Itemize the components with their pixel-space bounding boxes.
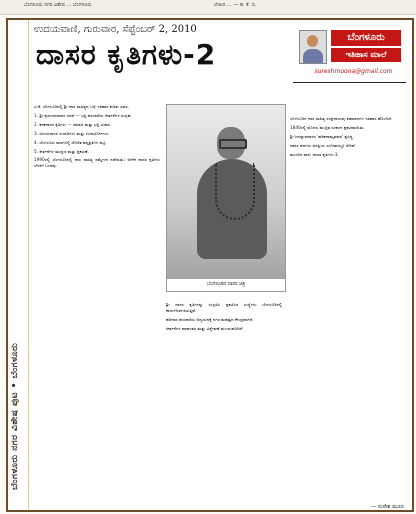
col1-paragraph: 2. ಕನಕದಾಸರ ಕೃತಿಗಳು — ಸಮಾಜ ಮತ್ತು ಭಕ್ತಿ ವಿಚಾರ. [34, 121, 112, 127]
column-logo [293, 24, 406, 96]
col3-paragraph: ದಾಸರ ಪದಗಳು ಜನಪ್ರಿಯ ಸಂಗೀತದಲ್ಲೂ ಸೇರಿವೆ. [290, 142, 357, 148]
col2-paragraph: ಕೀರ್ತನೆಗಳ ಪಾಠಾಂತರ ಮತ್ತು ವಿಶ್ಲೇಷಣೆ ಮುಂದುವರಿದಿದೆ. [166, 325, 244, 331]
author-signature: — ಸುರೇಶ ಮೂನ [370, 504, 404, 510]
col3-paragraph: ಮುಂದಿನ ವಾರ: ದಾಸರ ಕೃತಿಗಳು-3. [290, 151, 339, 157]
photo-caption: ಬೆಂಗಳೂರಿನ ದಾಸರ ಚಿತ್ರ [167, 279, 285, 291]
author-email: sureshmoona@gmail.com [314, 68, 393, 75]
article-column-2 [166, 302, 282, 502]
article-frame [6, 18, 414, 512]
top-strip [0, 0, 416, 15]
logo-divider [293, 82, 406, 83]
col2-paragraph: ಶ್ರೀ ದಾಸರ ಕೃತಿಗಳನ್ನು ಸಂಗ್ರಹಿಸಿ ಪ್ರಕಟಿಸಿದ ಸಂಸ್ಥೆಗಳು ಬೆಂಗಳೂರಿನಲ್ಲಿ ಕಾರ್ಯನಿರ್ವಹಿಸುತ್ತಿವೆ. [166, 302, 282, 313]
col1-paragraph: 1. ಶ್ರೀ ಪುರಂದರದಾಸರ ರಚನೆ — ಭಕ್ತಿ ಪರಂಪರೆಯ ಕೀರ್ತನೆಗಳ ಸಂಗ್ರಹ. [34, 112, 132, 118]
article-photo [166, 104, 286, 292]
col1-paragraph: ಟಿ.ಕೆ. ಬೆಂಗಳೂರಿನಲ್ಲಿ ಶ್ರೀ ದಾಸ ಸಾಹಿತ್ಯದ ಬಗ್ಗೆ ಇತಿಹಾಸ ಕುರಿತು ವಿವರ. [34, 104, 130, 109]
col1-paragraph: 1990ರಲ್ಲಿ ಬೆಂಗಳೂರಿನಲ್ಲಿ ದಾಸ ಸಾಹಿತ್ಯ ಸಮ್ಮೇಳನ ನಡೆಯಿತು; ಅನೇಕ ದಾಸರ ಕೃತಿಗಳು ಬೆಳಕಿಗೆ ಬಂದವು. [34, 157, 160, 169]
side-banner-text: ಬೆಂಗಳೂರು ನಗರ ವಿಶೇಷ ಪುಟ • ಬೆಂಗಳೂರು [10, 342, 20, 490]
article-column-3 [290, 116, 406, 502]
col1-paragraph: 4. ಬೆಂಗಳೂರು ಮಠಗಳಲ್ಲಿ ದೊರೆತ ಹಸ್ತಪ್ರತಿಗಳ ಪಟ್ಟಿ. [34, 139, 107, 145]
col3-paragraph: 1840ರಲ್ಲಿ ಮೊದಲ ಮುದ್ರಿತ ಸಂಕಲನ ಪ್ರಕಟವಾಯಿತು. [290, 124, 365, 130]
date-line: ಉದಯವಾಣಿ, ಗುರುವಾರ, ಸೆಪ್ಟೆಂಬರ್ 2, 2010 [34, 24, 197, 35]
author-face [307, 35, 318, 47]
top-strip-right-text: ಲೇಖನ ... — ಡಿ. ಕೆ. ಬಿ. [214, 2, 257, 8]
logo-line2: ಇತಿಹಾಸ ಮಾಲೆ [331, 48, 401, 62]
photo-figure-beads [215, 163, 255, 220]
col1-paragraph: 3. ವಿಜಯದಾಸರ ಸುಳಾದಿಗಳು ಮತ್ತು ಉಗಾಭೋಗಗಳು. [34, 130, 110, 136]
col2-paragraph: ಹರಿದಾಸ ಪರಂಪರೆಯ ಅಧ್ಯಯನಕ್ಕೆ ನಗರ ಮಹತ್ವದ ಕೇಂದ್ರವಾಗಿದೆ. [166, 316, 254, 322]
col3-paragraph: ಶ್ರೀ ಜಗನ್ನಾಥದಾಸರ 'ಹರಿಕಥಾಮೃತಸಾರ' ಪ್ರಸಿದ್ಧ. [290, 133, 355, 139]
logo-line1: ಬೆಂಗಳೂರು [331, 30, 401, 46]
photo-figure-glasses [219, 139, 247, 149]
col1-paragraph: 5. ಕೀರ್ತನೆಗಳ ಮುದ್ರಣ ಮತ್ತು ಪ್ರಕಟಣೆ. [34, 148, 89, 154]
author-photo [299, 30, 327, 64]
author-shirt [303, 49, 323, 63]
page-title: ದಾಸರ ಕೃತಿಗಳು-2 [36, 38, 217, 71]
side-banner [8, 20, 29, 510]
col3-paragraph: ಬೆಂಗಳೂರಿನ ದಾಸ ಸಾಹಿತ್ಯ ಸಂಪ್ರದಾಯವು ಶತಮಾನಗಳ ಇತಿಹಾಸ ಹೊಂದಿದೆ. [290, 116, 393, 121]
top-strip-left-text: ಬೆಂಗಳೂರು ನಗರ ವಿಶೇಷ ... ಬೆಂಗಳೂರು [24, 2, 92, 8]
article-column-1 [34, 104, 160, 502]
